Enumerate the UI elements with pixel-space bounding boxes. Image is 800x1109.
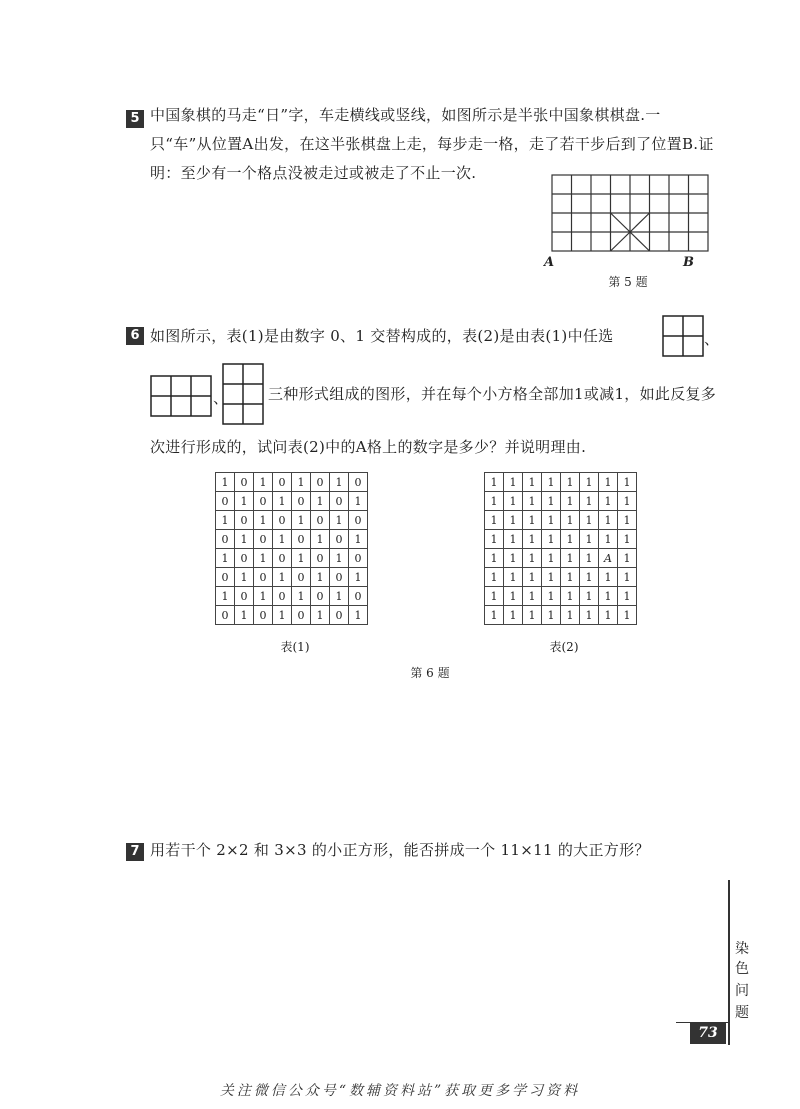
table-cell: 1 (292, 511, 311, 530)
shape-1x3-icon (150, 375, 212, 417)
table-cell: 0 (235, 511, 254, 530)
table-cell: 0 (235, 587, 254, 606)
table-row (485, 530, 637, 549)
table-cell: 1 (349, 606, 368, 625)
table-cell: 0 (254, 492, 273, 511)
table-cell: 1 (523, 568, 542, 587)
table-cell: 0 (216, 530, 235, 549)
table-cell: 1 (254, 587, 273, 606)
table-cell: 1 (216, 549, 235, 568)
table-cell: 1 (485, 549, 504, 568)
table-cell: 0 (311, 549, 330, 568)
table-cell: 1 (599, 606, 618, 625)
table-cell: 1 (618, 473, 637, 492)
table-cell: 1 (580, 549, 599, 568)
table-cell: 1 (235, 530, 254, 549)
table-cell: 1 (254, 473, 273, 492)
table-cell: 0 (292, 568, 311, 587)
table-cell: 1 (599, 530, 618, 549)
table-cell: 1 (485, 568, 504, 587)
table-cell: 0 (330, 606, 349, 625)
table-row (485, 511, 637, 530)
table-cell: 1 (311, 530, 330, 549)
table-cell: 1 (311, 492, 330, 511)
table-cell: 1 (542, 568, 561, 587)
table-cell: 0 (292, 492, 311, 511)
table-cell: 0 (216, 492, 235, 511)
table-cell: 1 (504, 606, 523, 625)
table-cell: 1 (216, 587, 235, 606)
table-cell: 1 (235, 492, 254, 511)
table-cell: 1 (618, 511, 637, 530)
table-cell: 1 (349, 568, 368, 587)
table-cell: 0 (273, 549, 292, 568)
table-cell: 1 (349, 530, 368, 549)
question-6-sep-2: 、 (213, 389, 229, 407)
table-cell: 1 (504, 511, 523, 530)
table-cell: 1 (485, 587, 504, 606)
table-cell: 1 (485, 511, 504, 530)
table-cell: 1 (599, 568, 618, 587)
table-cell: 1 (485, 492, 504, 511)
table-cell: 0 (254, 606, 273, 625)
table-cell: 1 (504, 473, 523, 492)
table-cell: 1 (580, 511, 599, 530)
table-cell: 1 (523, 549, 542, 568)
table-cell: 1 (254, 549, 273, 568)
table-cell: 1 (542, 511, 561, 530)
table-row (216, 587, 368, 606)
table-cell: 1 (599, 511, 618, 530)
table-cell: 1 (542, 530, 561, 549)
table-cell: A (599, 549, 618, 568)
table-cell: 0 (311, 511, 330, 530)
table-cell: 1 (523, 606, 542, 625)
table-cell: 1 (561, 568, 580, 587)
table-cell: 1 (618, 549, 637, 568)
table-cell: 0 (235, 549, 254, 568)
table-cell: 1 (523, 587, 542, 606)
table-cell: 1 (561, 530, 580, 549)
table-cell: 0 (349, 587, 368, 606)
question-7-text: 用若干个 2×2 和 3×3 的小正方形，能否拼成一个 11×11 的大正方形？ (150, 841, 650, 859)
table-cell: 1 (311, 606, 330, 625)
table-cell: 1 (504, 492, 523, 511)
table-cell: 1 (542, 606, 561, 625)
side-tab-char-1: 染 (735, 941, 749, 957)
table-2-label: 表(2) (549, 640, 579, 654)
question-6-number: 6 (126, 327, 144, 345)
table-cell: 1 (618, 492, 637, 511)
table-cell: 1 (485, 530, 504, 549)
table-cell: 1 (292, 587, 311, 606)
label-b: B (683, 255, 694, 270)
table-row (216, 530, 368, 549)
table-cell: 1 (599, 587, 618, 606)
table-cell: 1 (235, 606, 254, 625)
table-row (216, 511, 368, 530)
table-2 (484, 472, 637, 625)
table-cell: 1 (618, 568, 637, 587)
table-row (485, 473, 637, 492)
table-cell: 1 (561, 492, 580, 511)
table-cell: 1 (561, 549, 580, 568)
table-cell: 0 (254, 530, 273, 549)
question-5-number: 5 (126, 110, 144, 128)
table-cell: 1 (485, 606, 504, 625)
table-cell: 1 (330, 549, 349, 568)
table-cell: 1 (216, 473, 235, 492)
question-5-text: 中国象棋的马走“日”字，车走横线或竖线，如图所示是半张中国象棋棋盘.一只“车”从位置A出发，在这半张棋盘上走，每步走一格，走了若干步后到了位置B.证明：至少有一个格点没被走过或被走了不止一次. (150, 106, 714, 182)
table-cell: 1 (216, 511, 235, 530)
table-cell: 1 (580, 473, 599, 492)
table-cell: 1 (542, 492, 561, 511)
table-cell: 1 (599, 492, 618, 511)
page-number: 73 (690, 1022, 726, 1044)
table-cell: 1 (561, 511, 580, 530)
side-tab-rule (728, 880, 730, 1045)
side-tab-char-2: 色 (735, 961, 749, 977)
shape-vertical-icon (222, 363, 264, 425)
chess-board-figure (540, 170, 720, 270)
side-tab-char-3: 问 (735, 983, 749, 999)
question-6-sep-1: 、 (704, 330, 720, 348)
table-cell: 1 (561, 473, 580, 492)
table-cell: 1 (523, 530, 542, 549)
table-row (216, 492, 368, 511)
table-cell: 1 (580, 530, 599, 549)
table-cell: 1 (311, 568, 330, 587)
table-cell: 0 (273, 511, 292, 530)
table-cell: 1 (542, 549, 561, 568)
table-cell: 1 (599, 473, 618, 492)
table-cell: 1 (273, 606, 292, 625)
table-cell: 1 (235, 568, 254, 587)
table-row (216, 606, 368, 625)
table-row (216, 568, 368, 587)
table-cell: 0 (216, 606, 235, 625)
table-cell: 1 (618, 587, 637, 606)
table-1-label: 表(1) (280, 640, 310, 654)
table-row (485, 568, 637, 587)
table-cell: 1 (292, 473, 311, 492)
table-cell: 1 (349, 492, 368, 511)
table-cell: 0 (273, 473, 292, 492)
table-cell: 1 (504, 530, 523, 549)
table-cell: 1 (523, 511, 542, 530)
table-cell: 1 (580, 568, 599, 587)
table-cell: 1 (618, 606, 637, 625)
table-cell: 1 (618, 530, 637, 549)
table-cell: 1 (273, 530, 292, 549)
table-cell: 1 (330, 511, 349, 530)
table-cell: 1 (542, 473, 561, 492)
table-cell: 0 (311, 587, 330, 606)
table-cell: 0 (311, 473, 330, 492)
table-cell: 1 (523, 492, 542, 511)
footer-note: 关注微信公众号“数辅资料站”获取更多学习资料 (219, 1083, 581, 1099)
table-1 (215, 472, 368, 625)
table-cell: 1 (504, 587, 523, 606)
table-row (485, 587, 637, 606)
table-row (216, 549, 368, 568)
figure-6-caption: 第 6 题 (410, 666, 450, 680)
table-cell: 1 (254, 511, 273, 530)
question-6-text-line1: 如图所示，表(1)是由数字 0、1 交替构成的，表(2)是由表(1)中任选 (150, 327, 614, 345)
table-cell: 0 (235, 473, 254, 492)
table-cell: 1 (542, 587, 561, 606)
table-cell: 0 (273, 587, 292, 606)
table-cell: 1 (330, 587, 349, 606)
table-row (485, 549, 637, 568)
table-cell: 1 (580, 587, 599, 606)
shape-2x2-icon (662, 315, 704, 357)
table-cell: 0 (330, 530, 349, 549)
table-row (485, 606, 637, 625)
table-cell: 0 (292, 606, 311, 625)
figure-5-caption: 第 5 题 (608, 275, 648, 289)
table-cell: 0 (254, 568, 273, 587)
table-cell: 1 (561, 606, 580, 625)
table-cell: 1 (580, 606, 599, 625)
table-cell: 1 (504, 549, 523, 568)
table-cell: 0 (330, 492, 349, 511)
table-cell: 1 (330, 473, 349, 492)
table-row (216, 473, 368, 492)
table-cell: 0 (292, 530, 311, 549)
table-row (485, 492, 637, 511)
table-cell: 1 (561, 587, 580, 606)
table-cell: 1 (292, 549, 311, 568)
question-7-number: 7 (126, 843, 144, 861)
table-cell: 1 (485, 473, 504, 492)
table-cell: 1 (580, 492, 599, 511)
table-cell: 0 (330, 568, 349, 587)
table-cell: 1 (273, 492, 292, 511)
table-cell: 1 (523, 473, 542, 492)
question-6-text-line3: 次进行形成的，试问表(2)中的A格上的数字是多少？并说明理由. (150, 438, 587, 456)
table-cell: 0 (349, 473, 368, 492)
table-cell: 0 (216, 568, 235, 587)
question-6-text-line2: 三种形式组成的图形，并在每个小方格全部加1或减1，如此反复多 (268, 385, 717, 403)
table-cell: 1 (504, 568, 523, 587)
label-a: A (544, 255, 555, 270)
side-tab-char-4: 题 (735, 1005, 749, 1021)
table-cell: 0 (349, 549, 368, 568)
table-cell: 1 (273, 568, 292, 587)
table-cell: 0 (349, 511, 368, 530)
